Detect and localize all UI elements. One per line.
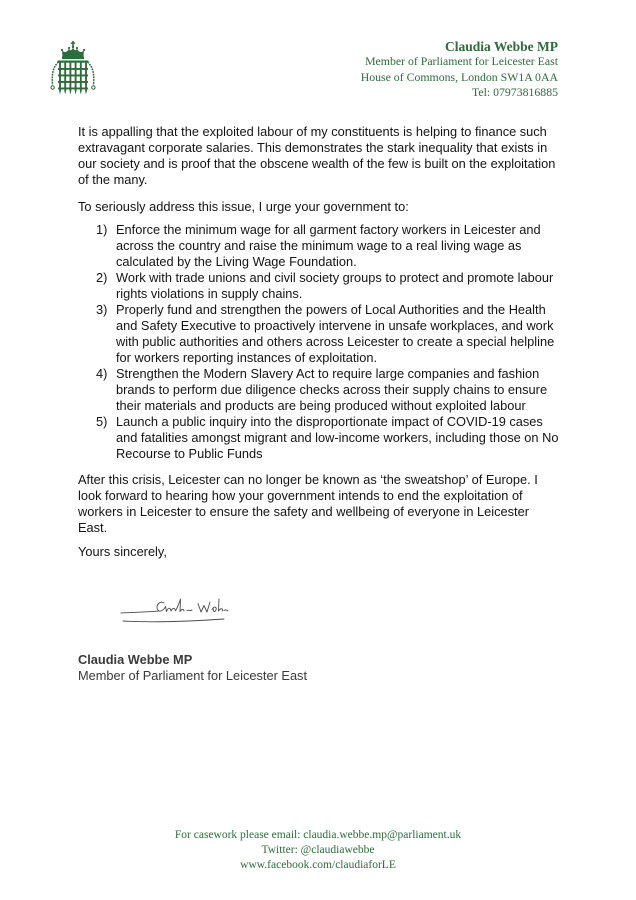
body-text-line: It is appalling that the exploited labour of my constituents is helping to finance such bbox=[78, 124, 547, 139]
signatory-title: Member of Parliament for Leicester East bbox=[78, 668, 308, 683]
body-text-line: rights violations in supply chains. bbox=[116, 286, 303, 301]
footer-twitter: Twitter: @claudiawebbe bbox=[261, 844, 375, 856]
valediction bbox=[78, 544, 167, 560]
body-text-line: workers in Leicester to ensure the safety and wellbeing of everyone in Leicester bbox=[78, 504, 529, 519]
body-text-line: across the country and raise the minimum wage to a real living wage as bbox=[116, 238, 522, 253]
body-text-line: of the many. bbox=[78, 172, 148, 187]
list-item-number: 3) bbox=[96, 302, 108, 317]
body-text-line: our society and is proof that the obscene wealth of the few is built on the exploitation bbox=[78, 156, 556, 171]
body-text-line: After this crisis, Leicester can no longer be known as ‘the sweatshop’ of Europe. I bbox=[78, 472, 538, 487]
list-item bbox=[78, 222, 558, 270]
paragraph bbox=[78, 472, 538, 536]
signatory-block bbox=[78, 652, 307, 684]
footer-facebook: www.facebook.com/claudiaforLE bbox=[240, 859, 396, 871]
body-text-line: Work with trade unions and civil society groups to protect and promote labour bbox=[116, 270, 554, 285]
body-text-line: for workers reporting instances of exploitation. bbox=[116, 350, 378, 365]
valediction-text: Yours sincerely, bbox=[78, 544, 167, 559]
body-text-line: and Safety Executive to proactively intervene in unsafe workplaces, and work bbox=[116, 318, 554, 333]
letterhead-role: Member of Parliament for Leicester East bbox=[365, 54, 558, 69]
footer bbox=[0, 828, 636, 873]
body-text-line: their materials and products are being produced without exploited labour bbox=[116, 398, 526, 413]
body-text-line: Enforce the minimum wage for all garment factory workers in Leicester and bbox=[116, 222, 541, 237]
letterhead-address: House of Commons, London SW1A 0AA bbox=[360, 69, 558, 84]
paragraph bbox=[78, 124, 555, 188]
list-item-number: 5) bbox=[96, 414, 108, 429]
list-item-number: 4) bbox=[96, 366, 108, 381]
list-item bbox=[78, 414, 558, 462]
body-text-line: extravagant corporate salaries. This demonstrates the stark inequality that exists in bbox=[78, 140, 548, 155]
body-text-line: To seriously address this issue, I urge your government to: bbox=[78, 199, 409, 214]
body-text-line: look forward to hearing how your government intends to end the exploitation of bbox=[78, 488, 523, 503]
letterhead-phone: Tel: 07973816885 bbox=[471, 84, 558, 99]
list-item-number: 1) bbox=[96, 222, 108, 237]
list-item-number: 2) bbox=[96, 270, 108, 285]
body-text-line: with public authorities and others across Leicester to create a special helpline bbox=[116, 334, 555, 349]
signatory-name: Claudia Webbe MP bbox=[78, 652, 193, 667]
body-text-line: and fatalities amongst migrant and low-income workers, including those on No bbox=[116, 430, 559, 445]
list-item bbox=[78, 302, 558, 366]
handwritten-signature bbox=[118, 594, 230, 630]
body-text-line: Properly fund and strengthen the powers of Local Authorities and the Health bbox=[116, 302, 546, 317]
body-text-line: East. bbox=[78, 520, 108, 535]
list-item bbox=[78, 270, 558, 302]
letterhead bbox=[361, 39, 558, 100]
demands-list bbox=[78, 222, 558, 462]
footer-email: For casework please email: claudia.webbe.mp@parliament.uk bbox=[174, 829, 462, 841]
body-text-line: Launch a public inquiry into the disproportionate impact of COVID-19 cases bbox=[116, 414, 543, 429]
list-item bbox=[78, 366, 558, 414]
portcullis-icon bbox=[50, 41, 96, 96]
body-text-line: calculated by the Living Wage Foundation. bbox=[116, 254, 357, 269]
letterhead-name: Claudia Webbe MP bbox=[444, 39, 558, 54]
body-text-line: brands to perform due diligence checks across their supply chains to ensure bbox=[116, 382, 548, 397]
paragraph bbox=[78, 199, 409, 215]
body-text-line: Strengthen the Modern Slavery Act to require large companies and fashion bbox=[116, 366, 540, 381]
body-text-line: Recourse to Public Funds bbox=[116, 446, 263, 461]
